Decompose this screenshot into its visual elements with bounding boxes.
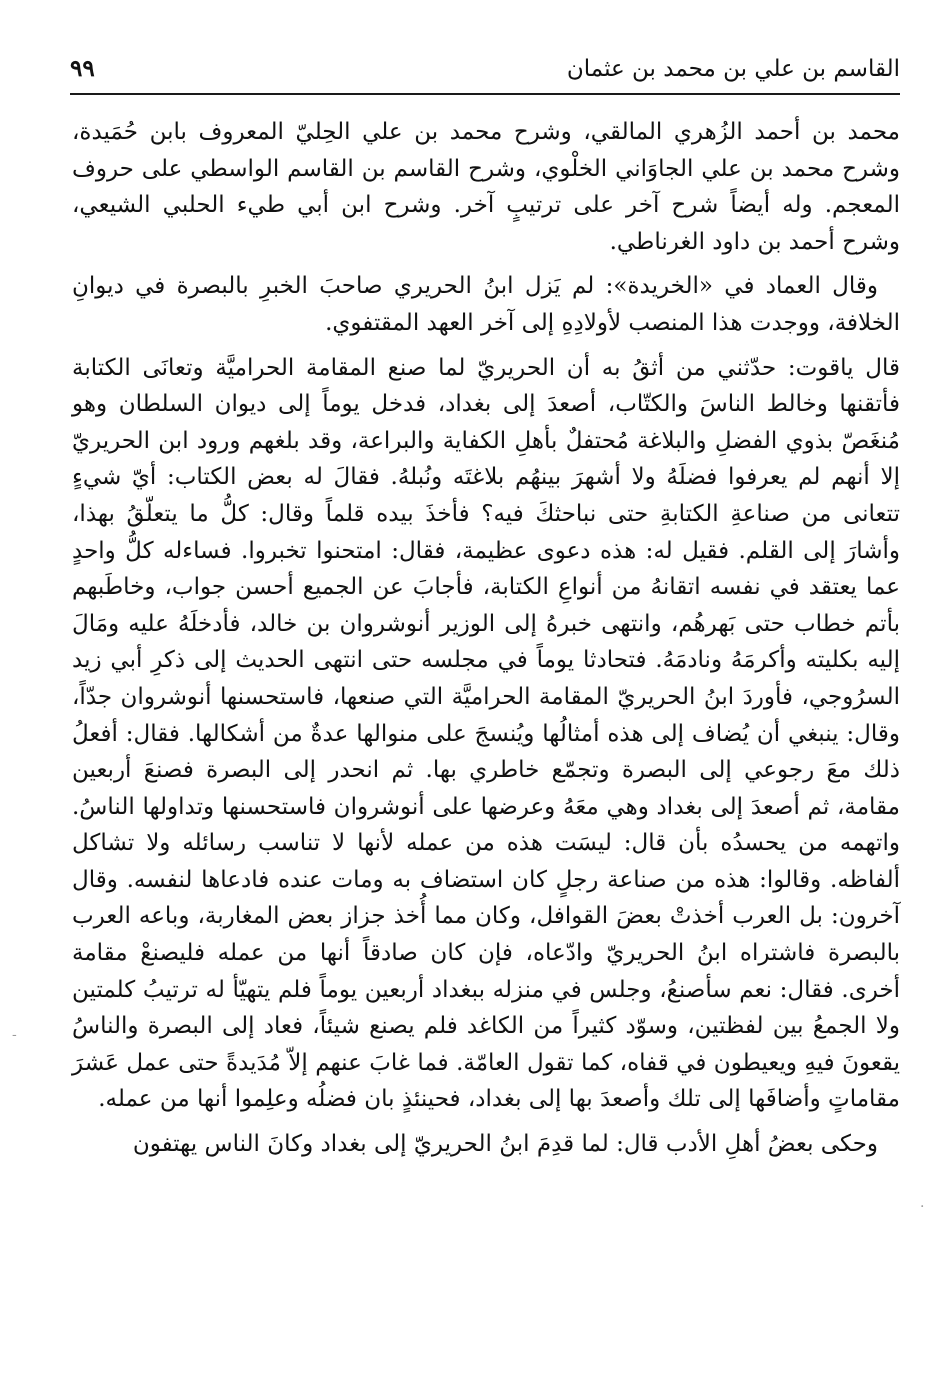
running-title: القاسم بن علي بن محمد بن عثمان (566, 56, 900, 82)
page-number: ٩٩ (70, 55, 95, 82)
paragraph-imad-kharida: وقال العماد في «الخريدة»: لم يَزل ابنُ الحريري صاحبَ الخبرِ بالبصرة في ديوانِ الخلافة، ووجدت هذا المنصب لأولادِهِ إلى آخر العهد المقتفوي. (72, 273, 900, 336)
paragraph-commentaries: محمد بن أحمد الزُهري المالقي، وشرح محمد بن علي الحِليّ المعروف بابن حُمَيدة، وشرح محمد بن علي الجاوَاني الخلْوي، وشرح القاسم بن القاسم الواسطي على حروف المعجم. وله أيضاً شرح آخر على ترتيبٍ آخر. وشرح ابن أبي طيء الحلبي الشيعي، وشرح أحمد بن داود الغرناطي. (72, 119, 900, 255)
body-text (72, 114, 900, 1171)
margin-speck: - (12, 1027, 17, 1043)
header-rule (70, 93, 900, 95)
running-header (70, 52, 900, 92)
paragraph-yaqut-account: قال ياقوت: حدّثني من أثقُ به أن الحريريّ لما صنع المقامة الحراميَّة وتعانَى الكتابة فأتقنها وخالط الناسَ والكتّاب، أصعدَ إلى بغداد، فدخل يوماً إلى ديوان السلطان وهو مُنغَصّ بذوي الفضلِ والبلاغة مُحتفلٌ بأهلِ الكفاية والبراعة، وقد بلغهم ورود ابن الحريريّ إلا أنهم لم يعرفوا فضلَهُ ولا أشهرَ بينهُم بلاغتَه ونُبلهُ. فقالَ له بعض الكتاب: أيّ شيءٍ تتعانى من صناعةِ الكتابةِ حتى نباحثكَ فيه؟ فأخذَ بيده قلماً وقال: كلُّ ما يتعلّقُ بهذا، وأشارَ إلى القلم. فقيل له: هذه دعوى عظيمة، فقال: امتحنوا تخبروا. فساءله كلُّ واحدٍ عما يعتقد في نفسه اتقانهُ من أنواعِ الكتابة، فأجابَ عن الجميع أحسن جواب، وخاطَبهم بأتم خطاب حتى بَهرهُم، وانتهى خبرهُ إلى الوزير أنوشروان بن خالد، فأدخلَهُ عليه ومَالَ إليه بكليته وأكرمَهُ ونادمَهُ. فتحادثا يوماً في مجلسه حتى انتهى الحديث إلى ذكرِ أبي زيد السرُوجي، فأوردَ ابنُ الحريريّ المقامة الحراميَّة التي صنعها، فاستحسنها أنوشروان جدّاً، وقال: ينبغي أن يُضاف إلى هذه أمثالُها ويُنسجَ على منوالها عدةٌ من أشكالها. فقال: أفعلُ ذلك معَ رجوعي إلى البصرة وتجمّع خاطري بها. ثم انحدر إلى البصرة فصنعَ أربعين مقامة، ثم أصعدَ إلى بغداد وهي معَهُ وعرضها على أنوشروان فاستحسنها وتداولها الناسُ. واتهمه من يحسدُه بأن قال: ليسَت هذه من عمله لأنها لا تناسب رسائله ولا تشاكل ألفاظه. وقالوا: هذه من صناعة رجلٍ كان استضاف به ومات عنده فادعاها لنفسه. وقال آخرون: بل العرب أخذتْ بعضَ القوافل، وكان مما أُخذ جزاز بعض المغاربة، وباعه العرب بالبصرة فاشتراه ابنُ الحريريّ وادّعاه، فإن كان صادقاً أنها من عمله فليصنعْ مقامة أخرى. فقال: نعم سأصنعُ، وجلس في منزله ببغداد أربعين يوماً فلم يتهيّأ له ترتيبُ كلمتين ولا الجمعُ بين لفظتين، وسوّد كثيراً من الكاغد فلم يصنع شيئاً، فعاد إلى البصرة والناسُ يقعونَ فيهِ ويعيطون في قفاه، كما تقول العامّة. فما غابَ عنهم إلاّ مُدَيدةً حتى عمل عَشرَ مقاماتٍ وأضافَها إلى تلك وأصعدَ بها إلى بغداد، فحينئذٍ بان فضلُه وعلِموا أنها من عمله. (72, 354, 900, 1113)
paragraph-adab-anecdote: وحكى بعضُ أهلِ الأدب قال: لما قدِمَ ابنُ الحريريّ إلى بغداد وكانَ الناس يهتفون (132, 1131, 878, 1158)
margin-speck: · (920, 1199, 925, 1215)
